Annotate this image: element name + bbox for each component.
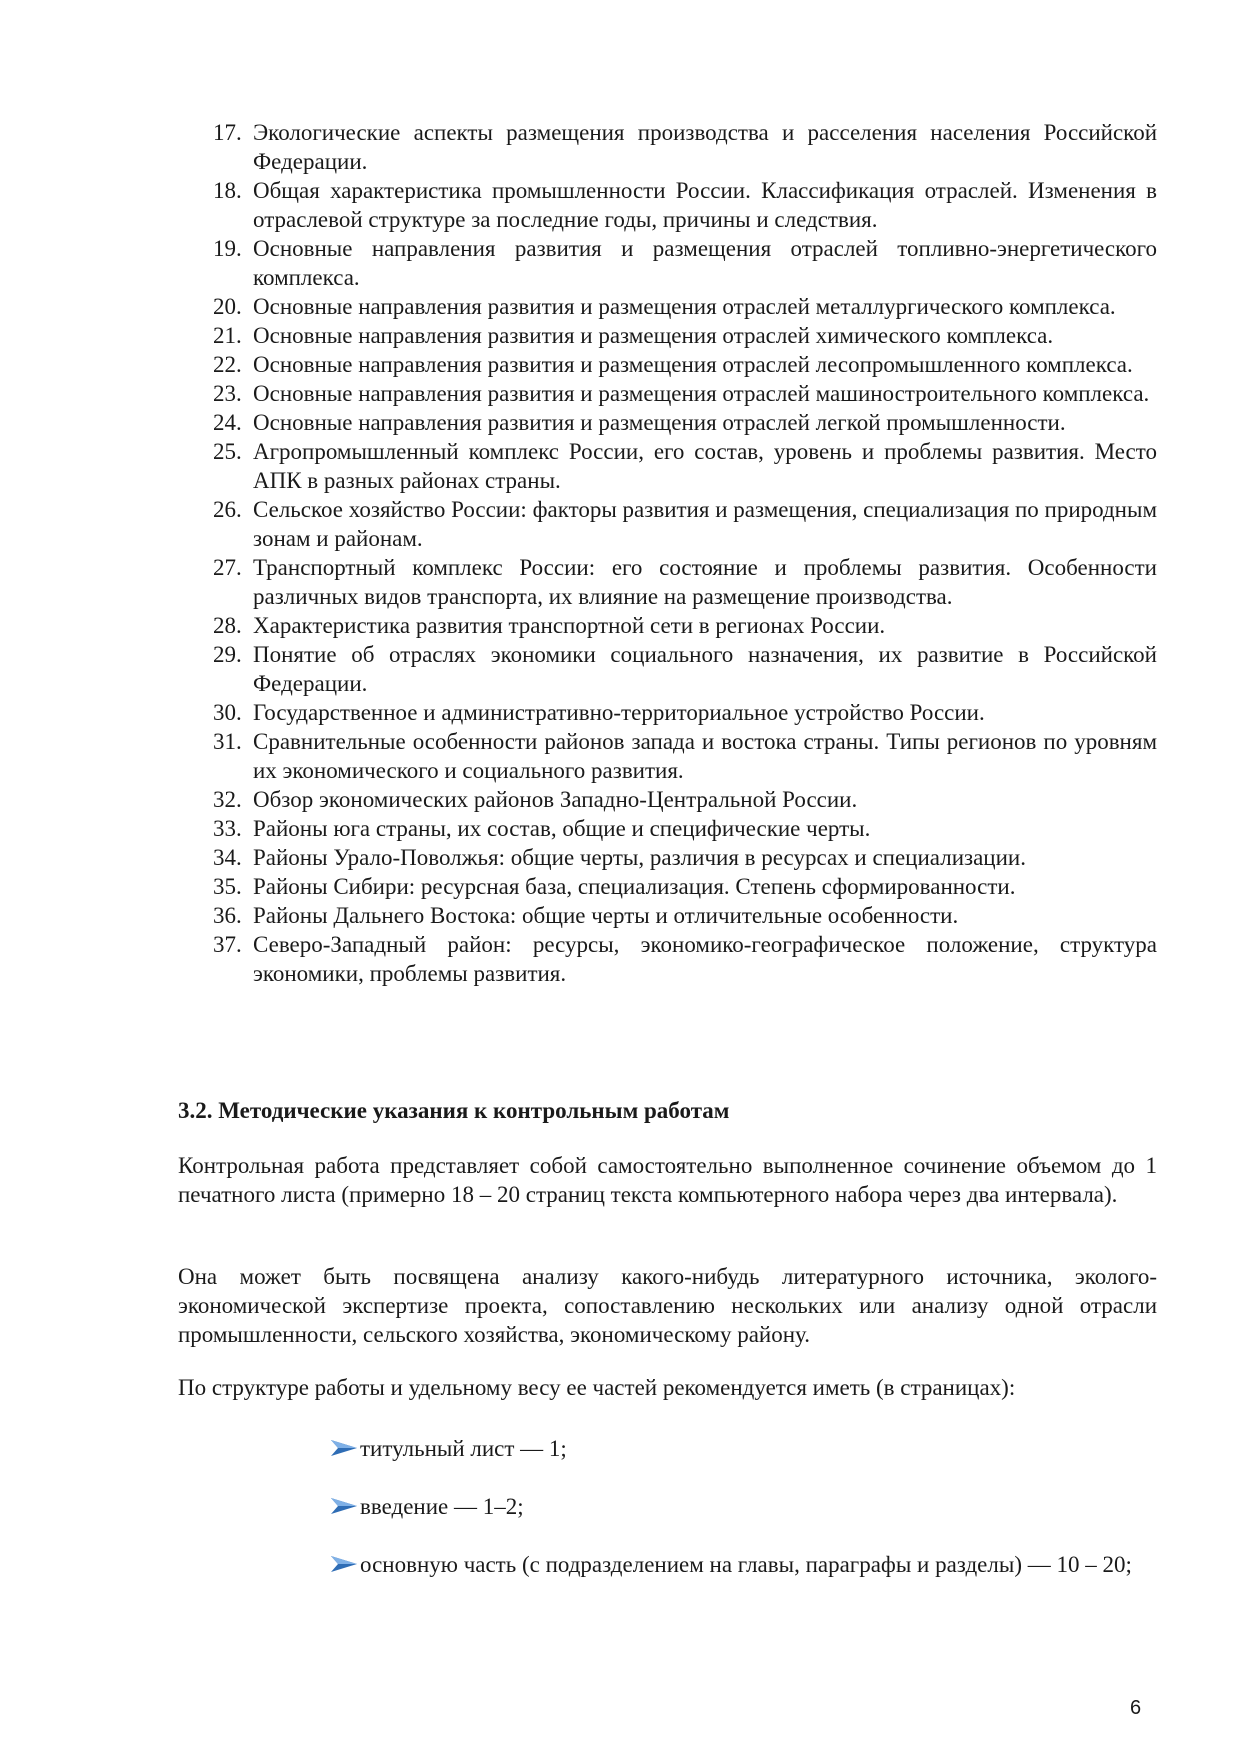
item-number: 31. (213, 729, 242, 754)
list-item (178, 350, 1157, 379)
item-text: Сельское хозяйство России: факторы развития и размещения, специализация по природным зонам и районам. (253, 497, 1157, 551)
item-text: Районы юга страны, их состав, общие и специфические черты. (253, 816, 871, 841)
item-number: 17. (213, 120, 242, 145)
list-item (178, 640, 1157, 698)
item-text: Основные направления развития и размещения отраслей металлургического комплекса. (253, 294, 1116, 319)
item-number: 29. (213, 642, 242, 667)
list-item (178, 843, 1157, 872)
paragraph-intro: Контрольная работа представляет собой самостоятельно выполненное сочинение объемом до 1 печатного листа (примерно 18 – 20 страниц текста компьютерного набора через два интервала). (178, 1153, 1157, 1207)
item-text: Основные направления развития и размещения отраслей легкой промышленности. (253, 410, 1066, 435)
item-number: 20. (213, 294, 242, 319)
item-number: 27. (213, 555, 242, 580)
list-item (178, 437, 1157, 495)
structure-list (330, 1434, 1160, 1608)
item-number: 23. (213, 381, 242, 406)
bullet-text: основную часть (с подразделением на главы, параграфы и разделы) — 10 – 20; (360, 1552, 1132, 1577)
list-item (330, 1492, 1160, 1521)
item-text: Характеристика развития транспортной сети в регионах России. (253, 613, 886, 638)
item-text: Сравнительные особенности районов запада и востока страны. Типы регионов по уровням их экономического и социального развития. (253, 729, 1157, 783)
item-text: Районы Сибири: ресурсная база, специализация. Степень сформированности. (253, 874, 1016, 899)
list-item (178, 176, 1157, 234)
item-text: Основные направления развития и размещения отраслей топливно-энергетического комплекса. (253, 236, 1157, 290)
list-item (178, 785, 1157, 814)
section-heading: 3.2. Методические указания к контрольным работам (178, 1098, 730, 1123)
bullet-text: титульный лист — 1; (360, 1436, 567, 1461)
list-item (178, 118, 1157, 176)
item-number: 34. (213, 845, 242, 870)
bullet-text: введение — 1–2; (360, 1494, 524, 1519)
item-number: 32. (213, 787, 242, 812)
paragraph-topics: Она может быть посвящена анализу какого-нибудь литературного источника, эколого-экономической экспертизе проекта, сопоставлению нескольких или анализу одной отрасли промышленности, сельского хозяйства, экономическому району. (178, 1264, 1157, 1347)
item-text: Транспортный комплекс России: его состояние и проблемы развития. Особенности различных видов транспорта, их влияние на размещение производства. (253, 555, 1157, 609)
item-text: Государственное и административно-территориальное устройство России. (253, 700, 985, 725)
item-text: Общая характеристика промышленности России. Классификация отраслей. Изменения в отраслевой структуре за последние годы, причины и следствия. (253, 178, 1157, 232)
arrow-bullet-icon (330, 1438, 358, 1458)
item-text: Экологические аспекты размещения производства и расселения населения Российской Федерации. (253, 120, 1157, 174)
list-item (178, 379, 1157, 408)
arrow-bullet-icon (330, 1554, 358, 1574)
item-number: 37. (213, 932, 242, 957)
list-item (178, 727, 1157, 785)
item-text: Основные направления развития и размещения отраслей химического комплекса. (253, 323, 1054, 348)
item-text: Основные направления развития и размещения отраслей лесопромышленного комплекса. (253, 352, 1133, 377)
item-number: 30. (213, 700, 242, 725)
item-number: 18. (213, 178, 242, 203)
item-number: 33. (213, 816, 242, 841)
list-item (178, 872, 1157, 901)
item-text: Северо-Западный район: ресурсы, экономико-географическое положение, структура экономики, проблемы развития. (253, 932, 1157, 986)
list-item (178, 495, 1157, 553)
paragraph-structure: По структуре работы и удельному весу ее частей рекомендуется иметь (в страницах): (178, 1375, 1016, 1400)
list-item (178, 292, 1157, 321)
item-number: 22. (213, 352, 242, 377)
item-text: Агропромышленный комплекс России, его состав, уровень и проблемы развития. Место АПК в разных районах страны. (253, 439, 1157, 493)
list-item (178, 698, 1157, 727)
page-number: 6 (1130, 1697, 1142, 1719)
list-item (178, 553, 1157, 611)
item-number: 19. (213, 236, 242, 261)
item-number: 24. (213, 410, 242, 435)
list-item (317, 1550, 1160, 1579)
topics-list (178, 118, 1157, 988)
item-text: Районы Дальнего Востока: общие черты и отличительные особенности. (253, 903, 959, 928)
list-item (178, 234, 1157, 292)
list-item (178, 901, 1157, 930)
list-item (178, 321, 1157, 350)
list-item (178, 611, 1157, 640)
item-text: Районы Урало-Поволжья: общие черты, различия в ресурсах и специализации. (253, 845, 1026, 870)
item-text: Понятие об отраслях экономики социального назначения, их развитие в Российской Федерации. (253, 642, 1157, 696)
item-number: 35. (213, 874, 242, 899)
list-item (178, 408, 1157, 437)
item-number: 28. (213, 613, 242, 638)
item-text: Обзор экономических районов Западно-Центральной России. (253, 787, 858, 812)
item-number: 26. (213, 497, 242, 522)
list-item (330, 1434, 1160, 1463)
item-number: 21. (213, 323, 242, 348)
list-item (178, 814, 1157, 843)
item-number: 25. (213, 439, 242, 464)
list-item (178, 930, 1157, 988)
item-text: Основные направления развития и размещения отраслей машиностроительного комплекса. (253, 381, 1150, 406)
arrow-bullet-icon (330, 1496, 358, 1516)
item-number: 36. (213, 903, 242, 928)
